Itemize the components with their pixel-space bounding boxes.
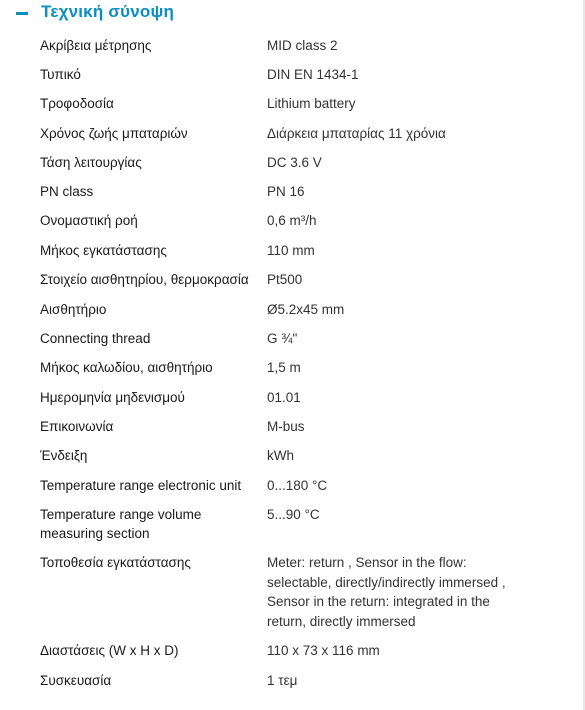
spec-row bbox=[0, 65, 517, 85]
spec-label: Μήκος καλωδίου, αισθητήριο bbox=[40, 360, 213, 375]
spec-label: Τροφοδοσία bbox=[40, 96, 114, 111]
minus-icon[interactable] bbox=[16, 12, 28, 15]
spec-row bbox=[0, 329, 517, 349]
spec-label: Αισθητήριο bbox=[40, 302, 107, 317]
spec-label: Τάση λειτουργίας bbox=[40, 155, 142, 170]
spec-row bbox=[0, 124, 517, 144]
spec-value: kWh bbox=[267, 448, 294, 463]
spec-value: PN 16 bbox=[267, 184, 305, 199]
spec-value: 01.01 bbox=[267, 390, 301, 405]
spec-row bbox=[0, 641, 517, 661]
spec-value: DC 3.6 V bbox=[267, 155, 322, 170]
spec-value: Pt500 bbox=[267, 272, 303, 287]
spec-row bbox=[0, 553, 517, 631]
spec-value: Ø5.2x45 mm bbox=[267, 302, 345, 317]
spec-label: PN class bbox=[40, 184, 94, 199]
spec-value: DIN EN 1434-1 bbox=[267, 67, 359, 82]
spec-label: Μήκος εγκατάστασης bbox=[40, 243, 167, 258]
spec-value: 5...90 °C bbox=[267, 507, 320, 522]
spec-row bbox=[0, 388, 517, 408]
spec-value: Meter: return , Sensor in the flow: selectable, directly/indirectly immersed , Sensor in the return: integrated in the return, directly immersed bbox=[267, 555, 506, 629]
spec-label: Επικοινωνία bbox=[40, 419, 114, 434]
spec-row bbox=[0, 36, 517, 56]
spec-row bbox=[0, 358, 517, 378]
spec-row bbox=[0, 417, 517, 437]
spec-row bbox=[0, 270, 517, 290]
spec-label: Ένδειξη bbox=[40, 448, 88, 463]
spec-row bbox=[0, 446, 517, 466]
spec-label: Ονομαστική ροή bbox=[40, 213, 138, 228]
spec-value: G ¾" bbox=[267, 331, 298, 346]
spec-row bbox=[0, 671, 517, 691]
spec-label: Διαστάσεις (W x H x D) bbox=[40, 643, 179, 658]
spec-value: MID class 2 bbox=[267, 38, 338, 53]
spec-label: Τοποθεσία εγκατάστασης bbox=[40, 555, 191, 570]
section-title: Τεχνική σύνοψη bbox=[41, 2, 175, 21]
spec-value: Lithium battery bbox=[267, 96, 356, 111]
spec-value: M-bus bbox=[267, 419, 305, 434]
spec-row bbox=[0, 300, 517, 320]
spec-label: Ακρίβεια μέτρησης bbox=[40, 38, 152, 53]
spec-value: 1,5 m bbox=[267, 360, 301, 375]
spec-label: Temperature range volume measuring section bbox=[40, 507, 202, 541]
spec-row bbox=[0, 182, 517, 202]
spec-label: Τυπικό bbox=[40, 67, 81, 82]
spec-label: Συσκευασία bbox=[40, 673, 112, 688]
spec-row bbox=[0, 94, 517, 114]
spec-label: Temperature range electronic unit bbox=[40, 478, 242, 493]
spec-label: Χρόνος ζωής μπαταριών bbox=[40, 126, 188, 141]
spec-value: Διάρκεια μπαταρίας 11 χρόνια bbox=[267, 126, 446, 141]
spec-row bbox=[0, 505, 517, 543]
spec-label: Στοιχείο αισθητηρίου, θερμοκρασία bbox=[40, 272, 249, 287]
spec-row bbox=[0, 241, 517, 261]
spec-label: Ημερομηνία μηδενισμού bbox=[40, 390, 185, 405]
spec-label: Connecting thread bbox=[40, 331, 151, 346]
spec-value: 0...180 °C bbox=[267, 478, 328, 493]
spec-value: 110 mm bbox=[267, 243, 315, 258]
spec-row bbox=[0, 476, 517, 496]
spec-value: 0,6 m³/h bbox=[267, 213, 317, 228]
spec-row bbox=[0, 153, 517, 173]
spec-value: 110 x 73 x 116 mm bbox=[267, 643, 380, 658]
spec-row bbox=[0, 211, 517, 231]
spec-value: 1 τεμ bbox=[267, 673, 298, 688]
